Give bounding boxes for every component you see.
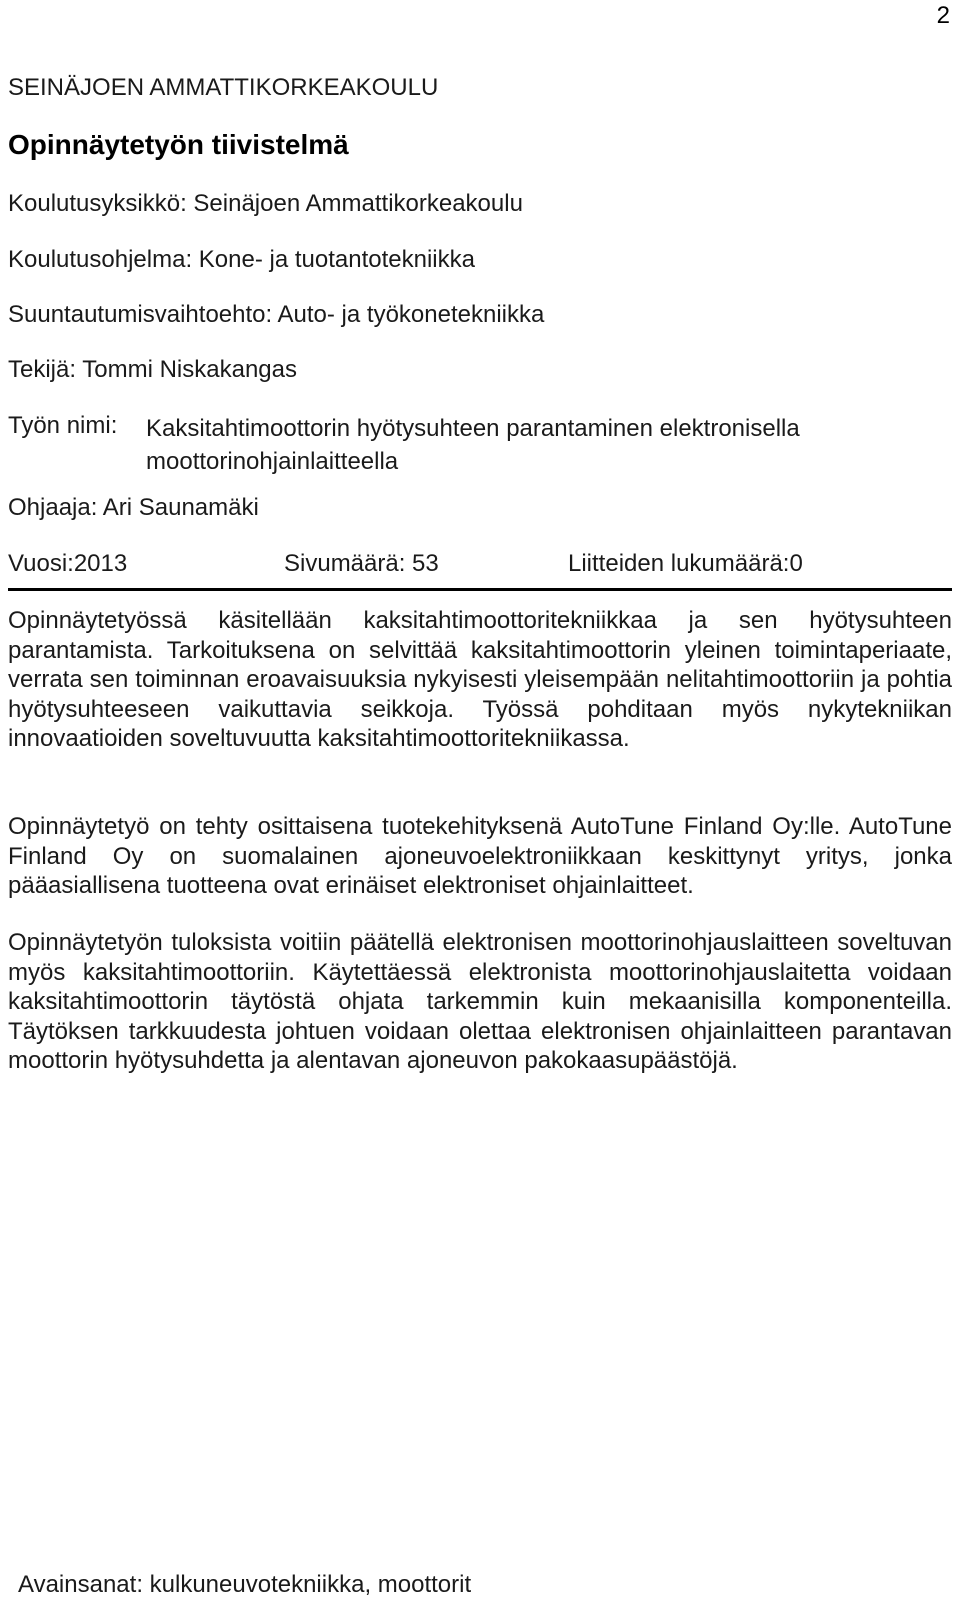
abstract-paragraph-3: Opinnäytetyön tuloksista voitiin päätellä elektronisen moottorinohjauslaitteen soveltuvan myös kaksitahtimoottoriin. Käytettäessä elektronista moottorinohjauslaitetta voidaan kaksitahtimoottorin täytöstä ohjata tarkemmin kuin mekaanisilla komponenteilla. Täytöksen tarkkuudesta johtuen voidaan olettaa elektronisen ohjainlaitteen parantavan moottorin hyötysuhdetta ja alentavan ajoneuvon pakokaasupäästöjä. (8, 929, 952, 1074)
field-pages: Sivumäärä: 53 (284, 550, 439, 577)
section-divider (8, 588, 952, 591)
document-title: Opinnäytetyön tiivistelmä (8, 129, 349, 160)
field-unit: Koulutusyksikkö: Seinäjoen Ammattikorkeakoulu (8, 190, 523, 217)
abstract-paragraph-2: Opinnäytetyö on tehty osittaisena tuotekehityksenä AutoTune Finland Oy:lle. AutoTune Finland Oy on suomalainen ajoneuvoelektroniikkaan keskittynyt yritys, jonka pääasiallisena tuotteena ovat erinäiset elektroniset ohjainlaitteet. (8, 813, 952, 899)
page-number: 2 (936, 2, 950, 29)
field-supervisor: Ohjaaja: Ari Saunamäki (8, 494, 259, 521)
field-orientation: Suuntautumisvaihtoehto: Auto- ja työkonetekniikka (8, 301, 545, 328)
field-work-name-value: Kaksitahtimoottorin hyötysuhteen parantaminen elektronisella moottorinohjainlaitteella (146, 415, 800, 475)
abstract-paragraph-1: Opinnäytetyössä käsitellään kaksitahtimoottoritekniikkaa ja sen hyötysuhteen parantamista. Tarkoituksena on selvittää kaksitahtimoottorin yleinen toimintaperiaate, verrata sen toiminnan eroavaisuuksia nykyisesti yleisempään nelitahtimoottoriin ja pohtia hyötysuhteeseen vaikuttavia seikkoja. Työssä pohditaan myös nykytekniikan innovaatioiden soveltuvuutta kaksitahtimoottoritekniikassa. (8, 607, 952, 752)
field-attachments: Liitteiden lukumäärä:0 (568, 550, 803, 577)
field-work-name-label: Työn nimi: (8, 412, 118, 439)
keywords: Avainsanat: kulkuneuvotekniikka, moottorit (18, 1571, 472, 1598)
field-program: Koulutusohjelma: Kone- ja tuotantotekniikka (8, 246, 475, 273)
field-author: Tekijä: Tommi Niskakangas (8, 356, 297, 383)
school-name: SEINÄJOEN AMMATTIKORKEAKOULU (8, 74, 439, 101)
field-year: Vuosi:2013 (8, 550, 128, 577)
